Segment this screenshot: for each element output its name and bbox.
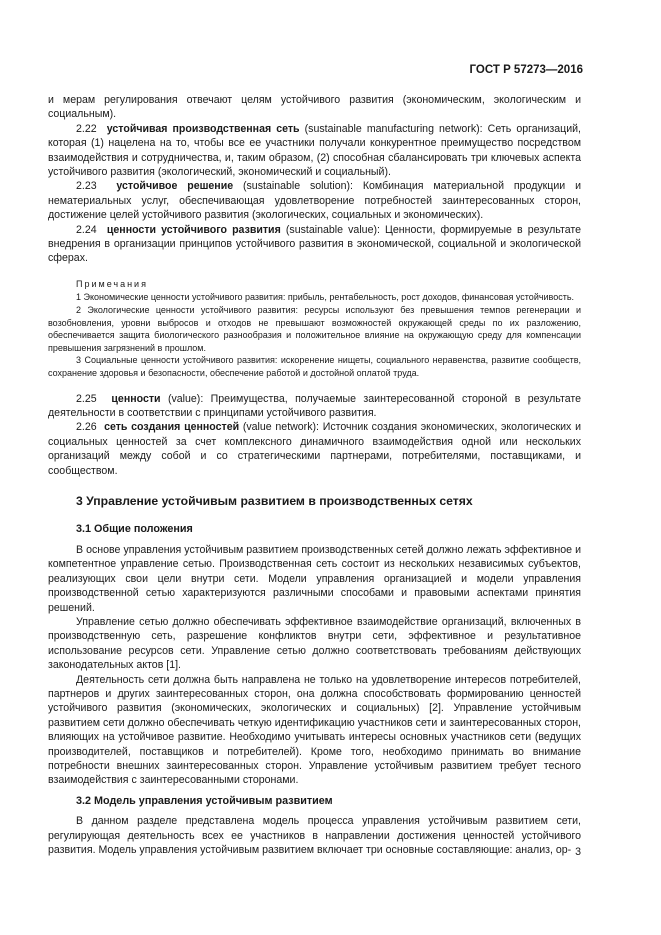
term-2-24: 2.24 ценности устойчивого развития (sustainable value): Ценности, формируемые в результате внедрения в организации принципов устойчивого развития в экономической, социальной и экологической сферах. bbox=[48, 223, 581, 265]
subsection-3-2-title: 3.2 Модель управления устойчивым развитием bbox=[76, 794, 333, 807]
note-item: 2 Экологические ценности устойчивого развития: ресурсы используют без превышения темпов регенерации и возобновления, уровни выбросов и отходов не превышают возможностей окружающей среды по их разложению, обеспечивается защита биологического разнообразия и положительное влияние на окружающую среду для компенсации превышения загрязнений в прошлом. bbox=[48, 305, 581, 353]
continued-paragraph: и мерам регулирования отвечают целям устойчивого развития (экономическим, экологическим и социальным). bbox=[48, 94, 581, 121]
page-number: 3 bbox=[575, 846, 581, 858]
page-content bbox=[48, 93, 581, 857]
term-2-23: 2.23 устойчивое решение (sustainable solution): Комбинация материальной продукции и нематериальных услуг, обеспечивающая удовлетворение потребностей заинтересованных сторон, достижение целей устойчивого развития (экологических, социальных и экономических). bbox=[48, 180, 582, 222]
term-2-25: 2.25 ценности (value): Преимущества, получаемые заинтересованной стороной в результате деятельности в соответствии с принципами устойчивого развития. bbox=[48, 392, 581, 420]
paragraph: Управление сетью должно обеспечивать эффективное взаимодействие организаций, включенных в производственную сеть, разрешение конфликтов внутри сети, эффективное и результативное использование ресурсов сети. Управление сетью должно соответствовать требованиям действующих законодательных актов [1]. bbox=[48, 615, 581, 672]
note-item: 1 Экономические ценности устойчивого развития: прибыль, рентабельность, рост доходов, финансовая устойчивость. bbox=[76, 292, 575, 303]
note-item: 3 Социальные ценности устойчивого развития: искоренение нищеты, социального неравенства, развитие сообществ, сохранение здоровья и безопасности, обеспечение работой и достойной оплатой труда. bbox=[48, 355, 581, 379]
notes-block bbox=[48, 278, 581, 380]
notes-title: Примечания bbox=[76, 278, 148, 289]
standard-header: ГОСТ Р 57273—2016 bbox=[469, 64, 583, 76]
paragraph: В данном разделе представлена модель процесса управления устойчивым развитием сети, регулирующая деятельность всех ее участников в направлении достижения ценностей устойчивого развития. Модель управления устойчивым развитием включает три основные составляющие: анализ, ор- bbox=[48, 815, 581, 856]
paragraph: В основе управления устойчивым развитием производственных сетей должно лежать эффективное и компетентное управление сетью. Производственная сеть состоит из нескольких независимых субъектов, реализующих свои цели внутри сети. Модели управления организацией и модели управления производственной сетью характеризуются различными способами и правовыми аспектами принятия решений. bbox=[48, 543, 581, 614]
subsection-3-1-title: 3.1 Общие положения bbox=[76, 523, 193, 536]
section-3-title: 3 Управление устойчивым развитием в производственных сетях bbox=[76, 494, 473, 509]
term-2-22: 2.22 устойчивая производственная сеть (sustainable manufacturing network): Сеть организаций, которая (1) нацелена на то, чтобы все ее участники получали конкурентное преимущество посредством взаимодействия и сотрудничества, и, таким образом, (2) способная сбалансировать три ключевых аспекта устойчивого развития (экологический, экономический и социальный). bbox=[48, 122, 581, 179]
paragraph: Деятельность сети должна быть направлена не только на удовлетворение интересов потребителей, партнеров и других заинтересованных сторон, она должна способствовать формированию ценностей устойчивого развития (экономических, экологических и социальных) [2]. Управление устойчивым развитием сети должно обеспечивать четкую идентификацию участников сети и заинтересованных сторон, влияющих на устойчивое развитие. Необходимо учитывать интересы основных участников сети (ведущих производителей, поставщиков и потребителей). Кроме того, необходимо принимать во внимание потребности внешних заинтересованных сторон. Управление устойчивым развитием требует тесного взаимодействия с заинтересованными сторонами. bbox=[48, 673, 581, 787]
term-2-26: 2.26 сеть создания ценностей (value network): Источник создания экономических, экологических и социальных ценностей за счет комплексного динамичного взаимодействия одной или нескольких организаций между собой и со стратегическими партнерами, потребителями, поставщиками, и сообществом. bbox=[48, 421, 581, 477]
